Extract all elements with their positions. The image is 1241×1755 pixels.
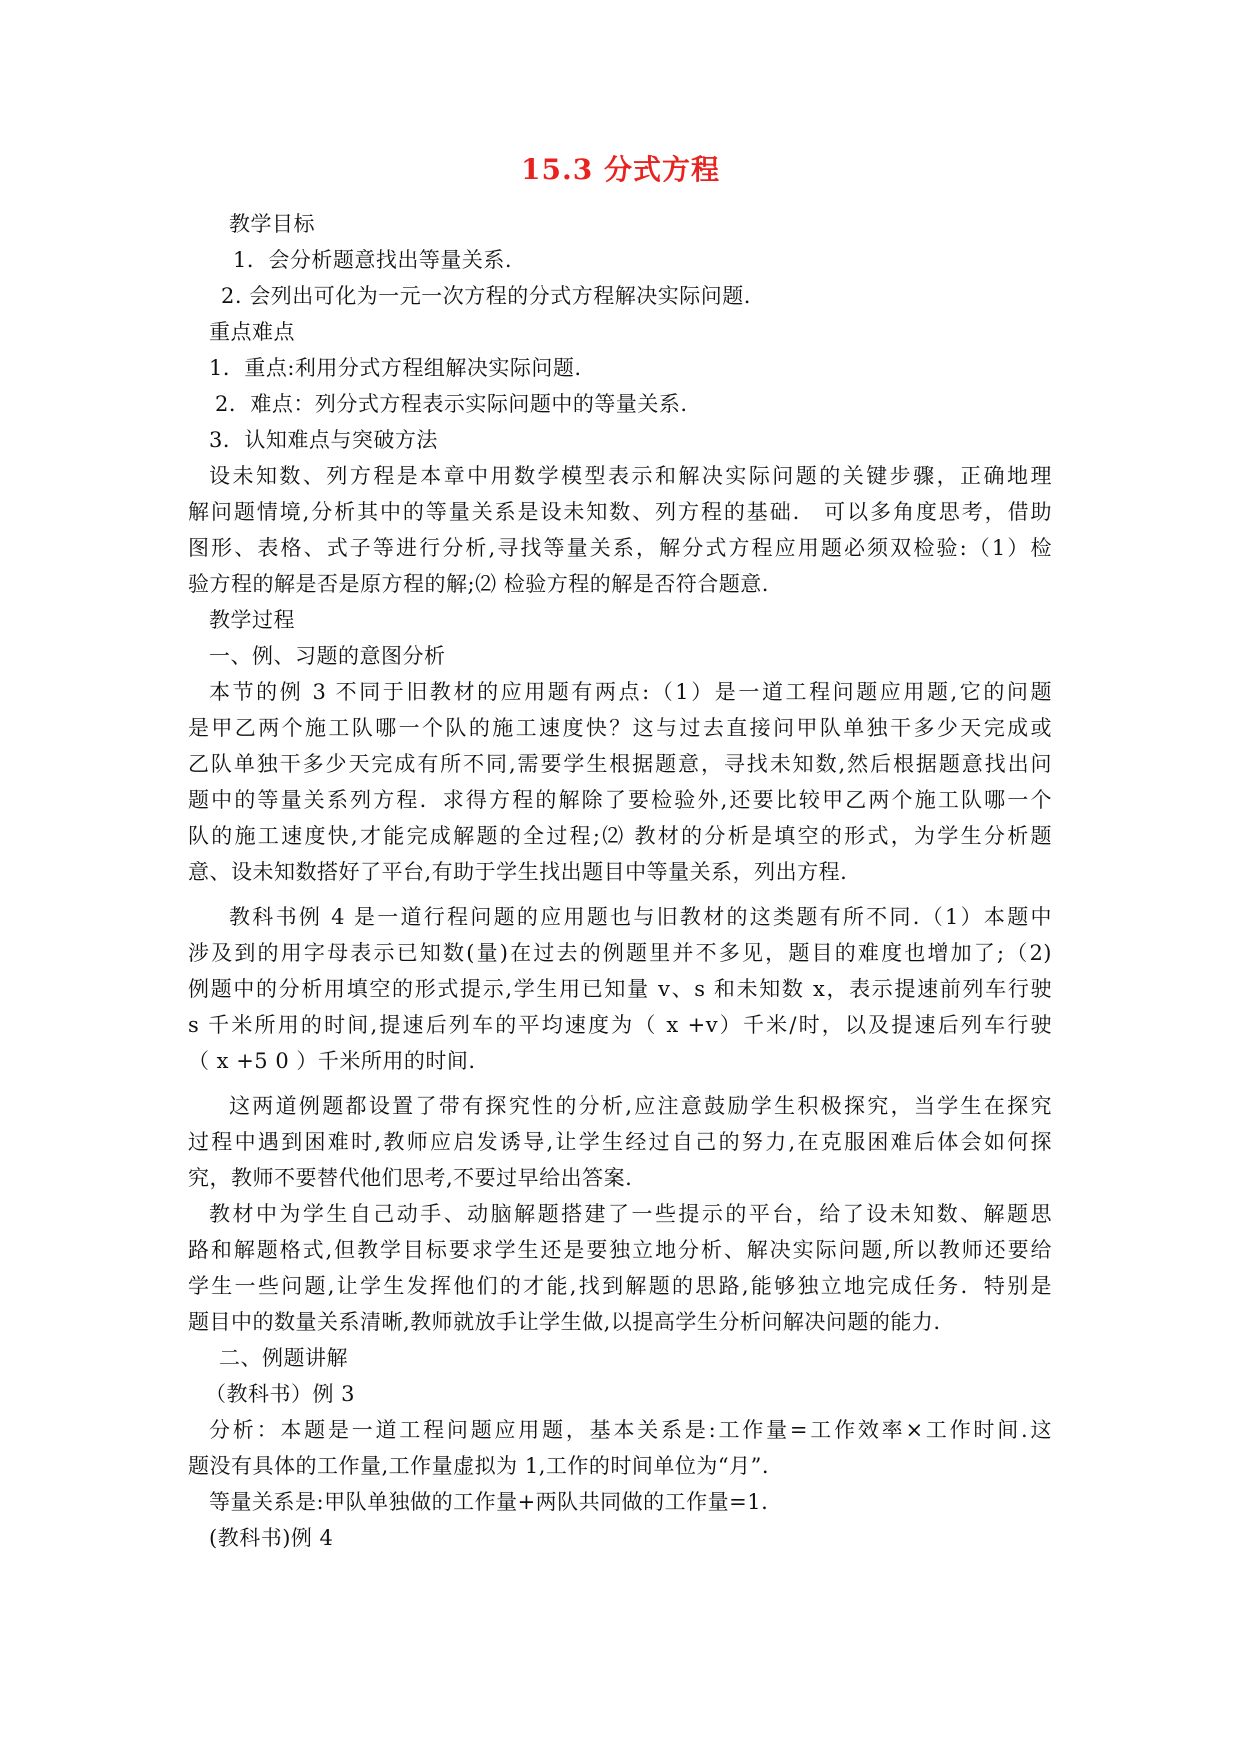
section-heading: 重点难点 (209, 320, 295, 344)
page-title: 15.3 分式方程 (521, 153, 720, 186)
text-line: 是甲乙两个施工队哪一个队的施工速度快？这与过去直接问甲队单独干多少天完成或 (188, 716, 1052, 740)
text-line: 题目中的数量关系清晰,教师就放手让学生做,以提高学生分析问解决问题的能力. (188, 1310, 941, 1334)
text-line: 设未知数、列方程是本章中用数学模型表示和解决实际问题的关键步骤，正确地理 (209, 464, 1052, 488)
text-line: 究，教师不要替代他们思考,不要过早给出答案. (188, 1166, 633, 1190)
text-line: 等量关系是:甲队单独做的工作量+两队共同做的工作量=1. (209, 1490, 769, 1514)
text-line: 路和解题格式,但教学目标要求学生还是要独立地分析、解决实际问题,所以教师还要给 (188, 1238, 1052, 1262)
text-line: 本节的例 3 不同于旧教材的应用题有两点:（1）是一道工程问题应用题,它的问题 (209, 680, 1052, 704)
text-line: 验方程的解是否是原方程的解;⑵ 检验方程的解是否符合题意. (188, 572, 769, 596)
text-line: 解问题情境,分析其中的等量关系是设未知数、列方程的基础. 可以多角度思考，借助 (188, 500, 1052, 524)
text-line: s 千米所用的时间,提速后列车的平均速度为（ x +v）千米/时，以及提速后列车行驶 (188, 1013, 1052, 1037)
text-line: 教材中为学生自己动手、动脑解题搭建了一些提示的平台，给了设未知数、解题思 (209, 1202, 1052, 1226)
text-line: 图形、表格、式子等进行分析,寻找等量关系，解分式方程应用题必须双检验:（1）检 (188, 536, 1052, 560)
text-line: （ x +5 0 ）千米所用的时间. (188, 1049, 476, 1073)
example-heading: (教科书)例 4 (209, 1526, 334, 1550)
text-line: 学生一些问题,让学生发挥他们的才能,找到解题的思路,能够独立地完成任务．特别是 (188, 1274, 1052, 1298)
section-heading: 二、例题讲解 (219, 1346, 348, 1370)
text-line: 1．会分析题意找出等量关系. (233, 248, 513, 272)
text-line: 意、设未知数搭好了平台,有助于学生找出题目中等量关系，列出方程. (188, 860, 848, 884)
section-heading: 教学目标 (229, 212, 315, 236)
text-line: 分析：本题是一道工程问题应用题，基本关系是:工作量=工作效率×工作时间.这 (209, 1418, 1052, 1442)
text-line: 3．认知难点与突破方法 (209, 428, 438, 452)
section-heading: 教学过程 (209, 608, 295, 632)
text-line: 1．重点:利用分式方程组解决实际问题. (209, 356, 582, 380)
text-line: 这两道例题都设置了带有探究性的分析,应注意鼓励学生积极探究，当学生在探究 (229, 1094, 1052, 1118)
example-heading: （教科书）例 3 (205, 1382, 356, 1406)
text-line: 2．难点：列分式方程表示实际问题中的等量关系. (215, 392, 688, 416)
text-line: 题没有具体的工作量,工作量虚拟为 1,工作的时间单位为“月”. (188, 1454, 770, 1478)
text-line: 2. 会列出可化为一元一次方程的分式方程解决实际问题. (221, 284, 751, 308)
text-line: 涉及到的用字母表示已知数(量)在过去的例题里并不多见，题目的难度也增加了;（2) (188, 941, 1052, 965)
text-line: 例题中的分析用填空的形式提示,学生用已知量 v、s 和未知数 x，表示提速前列车行驶 (188, 977, 1052, 1001)
text-line: 教科书例 4 是一道行程问题的应用题也与旧教材的这类题有所不同.（1）本题中 (229, 905, 1052, 929)
text-line: 乙队单独干多少天完成有所不同,需要学生根据题意，寻找未知数,然后根据题意找出问 (188, 752, 1052, 776)
text-line: 队的施工速度快,才能完成解题的全过程;⑵ 教材的分析是填空的形式，为学生分析题 (188, 824, 1052, 848)
text-line: 题中的等量关系列方程．求得方程的解除了要检验外,还要比较甲乙两个施工队哪一个 (188, 788, 1053, 812)
text-line: 过程中遇到困难时,教师应启发诱导,让学生经过自己的努力,在克服困难后体会如何探 (188, 1130, 1052, 1154)
section-heading: 一、例、习题的意图分析 (209, 644, 446, 668)
